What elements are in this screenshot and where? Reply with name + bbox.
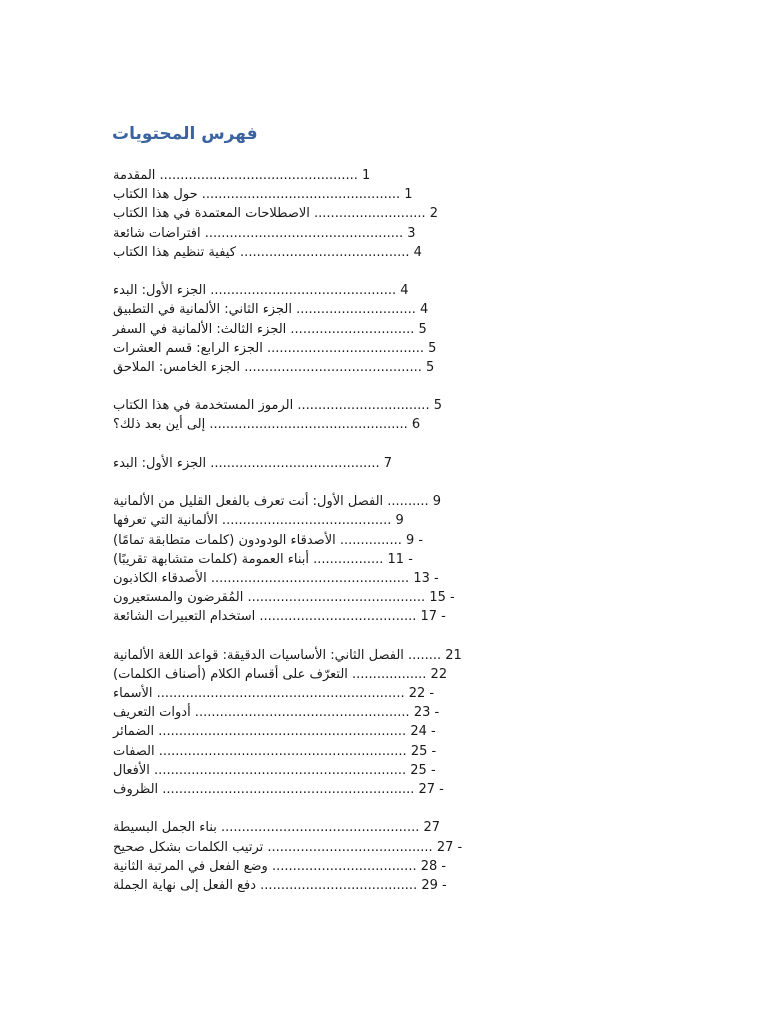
toc-entry: 1 ................................................ المقدمة — [113, 168, 371, 183]
table-of-contents — [113, 166, 513, 895]
toc-entry: - 17 ...................................... استخدام التعبيرات الشائعة — [113, 609, 446, 625]
toc-group-spacer — [113, 435, 513, 454]
toc-entry: 9 ......................................... الألمانية التي تعرفها — [113, 513, 404, 529]
toc-entry: - 27 ........................................ ترتيب الكلمات بشكل صحيح — [113, 839, 463, 855]
toc-entry: 5 ................................ الرموز المستخدمة في هذا الكتاب — [113, 398, 442, 414]
toc-entry: 4 ............................................. الجزء الأول: البدء — [113, 283, 409, 299]
toc-entry: 5 ...................................... الجزء الرابع: قسم العشرات — [113, 340, 437, 356]
toc-entry: 2 ........................... الاصطلاحات المعتمدة في هذا الكتاب — [113, 206, 439, 222]
toc-entry: - 25 ............................................................. الأفعال — [113, 762, 436, 778]
toc-entry: 27 ................................................ بناء الجمل البسيطة — [113, 820, 441, 836]
toc-entry: 5 ........................................... الجزء الخامس: الملاحق — [113, 359, 435, 375]
toc-group-spacer — [113, 473, 513, 492]
toc-entry: - 29 ...................................... دفع الفعل إلى نهاية الجملة — [113, 877, 447, 893]
toc-entry: - 22 ............................................................ الأسماء — [113, 686, 435, 702]
toc-entry: - 27 ............................................................. الظروف — [113, 782, 444, 797]
toc-entry: 1 ................................................ حول هذا الكتاب — [113, 187, 413, 203]
toc-entry: 21 ........ الفصل الثاني: الأساسيات الدقيقة: قواعد اللغة الألمانية — [113, 647, 462, 663]
toc-entry: - 9 ............... الأصدقاء الودودون (كلمات متطابقة تمامًا) — [113, 532, 424, 548]
toc-entry: 4 ............................. الجزء الثاني: الألمانية في التطبيق — [113, 302, 429, 318]
toc-entry: 7 ......................................... الجزء الأول: البدء — [113, 455, 393, 471]
toc-entry: - 13 ................................................ الأصدقاء الكاذبون — [113, 570, 439, 586]
toc-entry: - 23 .................................................... أدوات التعريف — [113, 705, 440, 721]
toc-group-spacer — [113, 799, 513, 818]
toc-entry: 6 ................................................ إلى أين بعد ذلك؟ — [113, 417, 421, 433]
toc-entry: - 11 ................. أبناء العمومة (كلمات متشابهة تقريبًا) — [113, 551, 413, 567]
toc-entry: 4 ......................................... كيفية تنظيم هذا الكتاب — [113, 244, 422, 260]
toc-entry: 3 ................................................ افتراضات شائعة — [113, 225, 416, 241]
toc-entry: 9 .......... الفصل الأول: أنت تعرف بالفعل القليل من الألمانية — [113, 494, 442, 510]
toc-group-spacer — [113, 377, 513, 396]
toc-entry: - 15 ........................................... المُقرضون والمستعيرون — [113, 590, 455, 606]
toc-entry: - 25 ............................................................ الصفات — [113, 743, 437, 759]
toc-entry: 5 .............................. الجزء الثالث: الألمانية في السفر — [113, 321, 427, 337]
toc-entry: - 24 ............................................................ الضمائر — [113, 724, 436, 740]
toc-entry: - 28 ................................... وضع الفعل في المرتبة الثانية — [113, 858, 447, 874]
toc-group-spacer — [113, 262, 513, 281]
toc-group-spacer — [113, 627, 513, 646]
page-title: فهرس المحتويات — [112, 124, 258, 144]
toc-entry: 22 .................. التعرّف على أقسام الكلام (أصناف الكلمات) — [113, 666, 448, 682]
